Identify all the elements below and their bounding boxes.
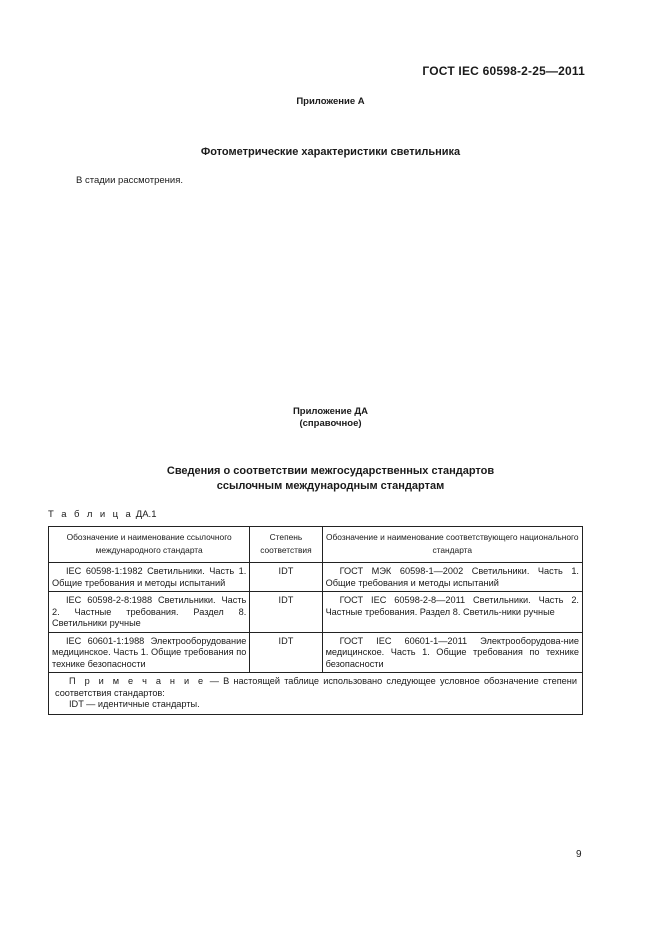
appendix-da-heading	[0, 464, 661, 494]
appendix-da-heading-line1: Сведения о соответствии межгосударственных стандартов	[166, 465, 495, 477]
appendix-a-heading: Фотометрические характеристики светильника	[200, 146, 461, 158]
table-caption-prefix: Т а б л и ц а	[48, 509, 134, 520]
header-national-standard: Обозначение и наименование соответствующего национального стандарта	[322, 527, 582, 563]
appendix-a-title: Приложение А	[296, 96, 365, 107]
table-note	[49, 673, 583, 715]
appendix-da-heading-line2: ссылочным международным стандартам	[216, 480, 445, 492]
cell-intl: IEC 60601-1:1988 Электрооборудование медицинское. Часть 1. Общие требования по технике безопасности	[49, 632, 250, 673]
table-header-row	[49, 527, 583, 563]
appendix-a-text: В стадии рассмотрения.	[76, 175, 183, 186]
table-row	[49, 592, 583, 633]
page-number: 9	[576, 849, 582, 860]
note-prefix: П р и м е ч а н и е	[69, 676, 206, 686]
header-degree: Степень соответствия	[250, 527, 322, 563]
appendix-da-subtitle: (справочное)	[299, 418, 362, 429]
table-caption-number: ДА.1	[135, 509, 157, 520]
header-intl-standard: Обозначение и наименование ссылочного международного стандарта	[49, 527, 250, 563]
correspondence-table	[48, 526, 583, 715]
appendix-da-title-block	[0, 406, 661, 430]
cell-degree: IDT	[250, 632, 322, 673]
cell-intl: IEC 60598-1:1982 Светильники. Часть 1. Общие требования и методы испытаний	[49, 563, 250, 592]
cell-intl: IEC 60598-2-8:1988 Светильники. Часть 2. Частные требования. Раздел 8. Светильники ручные	[49, 592, 250, 633]
document-code: ГОСТ IEC 60598-2-25—2011	[422, 64, 585, 78]
table-note-row	[49, 673, 583, 715]
appendix-da-title: Приложение ДА	[292, 406, 369, 417]
table-caption	[48, 509, 156, 520]
cell-national: ГОСТ МЭК 60598-1—2002 Светильники. Часть 1. Общие требования и методы испытаний	[322, 563, 582, 592]
cell-national: ГОСТ IEC 60598-2-8—2011 Светильники. Часть 2. Частные требования. Раздел 8. Светиль-ники ручные	[322, 592, 582, 633]
cell-national: ГОСТ IEC 60601-1—2011 Электрооборудова-ние медицинское. Часть 1. Общие требования по технике безопасности	[322, 632, 582, 673]
note-text: — В настоящей таблице использовано следующее условное обозначение степени соответствия стандартов:	[55, 676, 577, 698]
cell-degree: IDT	[250, 563, 322, 592]
table-row	[49, 563, 583, 592]
cell-degree: IDT	[250, 592, 322, 633]
note-line2: IDT — идентичные стандарты.	[69, 699, 200, 709]
table-row	[49, 632, 583, 673]
